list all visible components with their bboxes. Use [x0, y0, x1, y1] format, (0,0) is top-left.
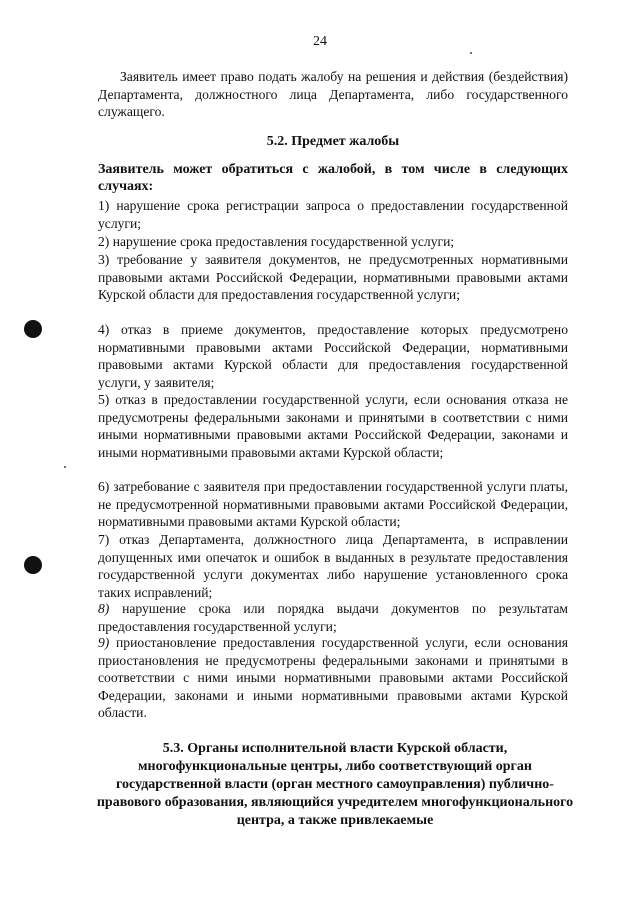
- section-5-3-title: 5.3. Органы исполнительной власти Курской области, многофункциональные центры, либо соответствующий орган государственной власти (орган местного самоуправления) публично-правового образования, являющийся учредителем многофункционального центра, а также привлекаемые: [96, 741, 574, 828]
- case-text: требование у заявителя документов, не предусмотренных нормативными правовыми актами Российской Федерации, нормативными правовыми актами Курской области для предоставления государственной услуги;: [98, 252, 568, 303]
- scan-speck: [470, 52, 472, 54]
- case-text: приостановление предоставления государственной услуги, если основания приостановления не предусмотрены федеральными законами и принятыми в соответствии с ними иными нормативными правовыми актами Российской Федерации, законами и иными нормативными правовыми актами Курской области.: [98, 635, 568, 721]
- case-text: нарушение срока или порядка выдачи документов по результатам предоставления государственной услуги;: [98, 601, 568, 634]
- case-text: отказ Департамента, должностного лица Департамента, в исправлении допущенных ими опечаток и ошибок в выданных в результате предоставления государственной услуги документах либо нарушение установленного срока таких исправлений;: [98, 532, 568, 600]
- case-item-1: [98, 197, 568, 232]
- intro-paragraph: Заявитель имеет право подать жалобу на решения и действия (бездействия) Департамента, должностного лица Департамента, либо государственного служащего.: [98, 69, 568, 120]
- case-item-9: [98, 634, 568, 722]
- case-num: 9): [98, 635, 110, 650]
- case-item-7: [98, 531, 568, 601]
- case-item-6: [98, 478, 568, 531]
- case-text: нарушение срока предоставления государственной услуги;: [112, 234, 455, 249]
- case-num: 4): [98, 322, 110, 337]
- case-text: отказ в предоставлении государственной услуги, если основания отказа не предусмотрены федеральными законами и принятыми в соответствии с ними иными нормативными правовыми актами Российской Федерации, законами и иными нормативными правовыми актами Курской области;: [98, 392, 568, 460]
- case-text: затребование с заявителя при предоставлении государственной услуги платы, не предусмотренной нормативными правовыми актами Российской Федерации, нормативными правовыми актами Курской области;: [98, 479, 568, 530]
- punch-hole-top: [24, 320, 42, 338]
- scan-speck: [64, 466, 66, 468]
- case-item-4: [98, 321, 568, 391]
- punch-hole-bottom: [24, 556, 42, 574]
- case-num: 2): [98, 234, 110, 249]
- case-num: 7): [98, 532, 110, 547]
- case-num: 3): [98, 252, 110, 267]
- case-num: 5): [98, 392, 110, 407]
- case-item-5: [98, 391, 568, 461]
- case-item-2: [98, 233, 568, 251]
- case-num: 8): [98, 601, 110, 616]
- case-num: 1): [98, 198, 110, 213]
- case-text: нарушение срока регистрации запроса о предоставлении государственной услуги;: [98, 198, 568, 231]
- case-text: отказ в приеме документов, предоставление которых предусмотрено нормативными правовыми актами Российской Федерации, нормативными правовыми актами Курской области для предоставления государственной услуги, у заявителя;: [98, 322, 568, 390]
- section-5-2-title: 5.2. Предмет жалобы: [266, 134, 400, 149]
- case-item-8: [98, 600, 568, 635]
- page-number: 24: [313, 34, 327, 49]
- case-item-3: [98, 251, 568, 304]
- cases-lead: Заявитель может обратиться с жалобой, в том числе в следующих случаях:: [98, 162, 568, 194]
- case-num: 6): [98, 479, 110, 494]
